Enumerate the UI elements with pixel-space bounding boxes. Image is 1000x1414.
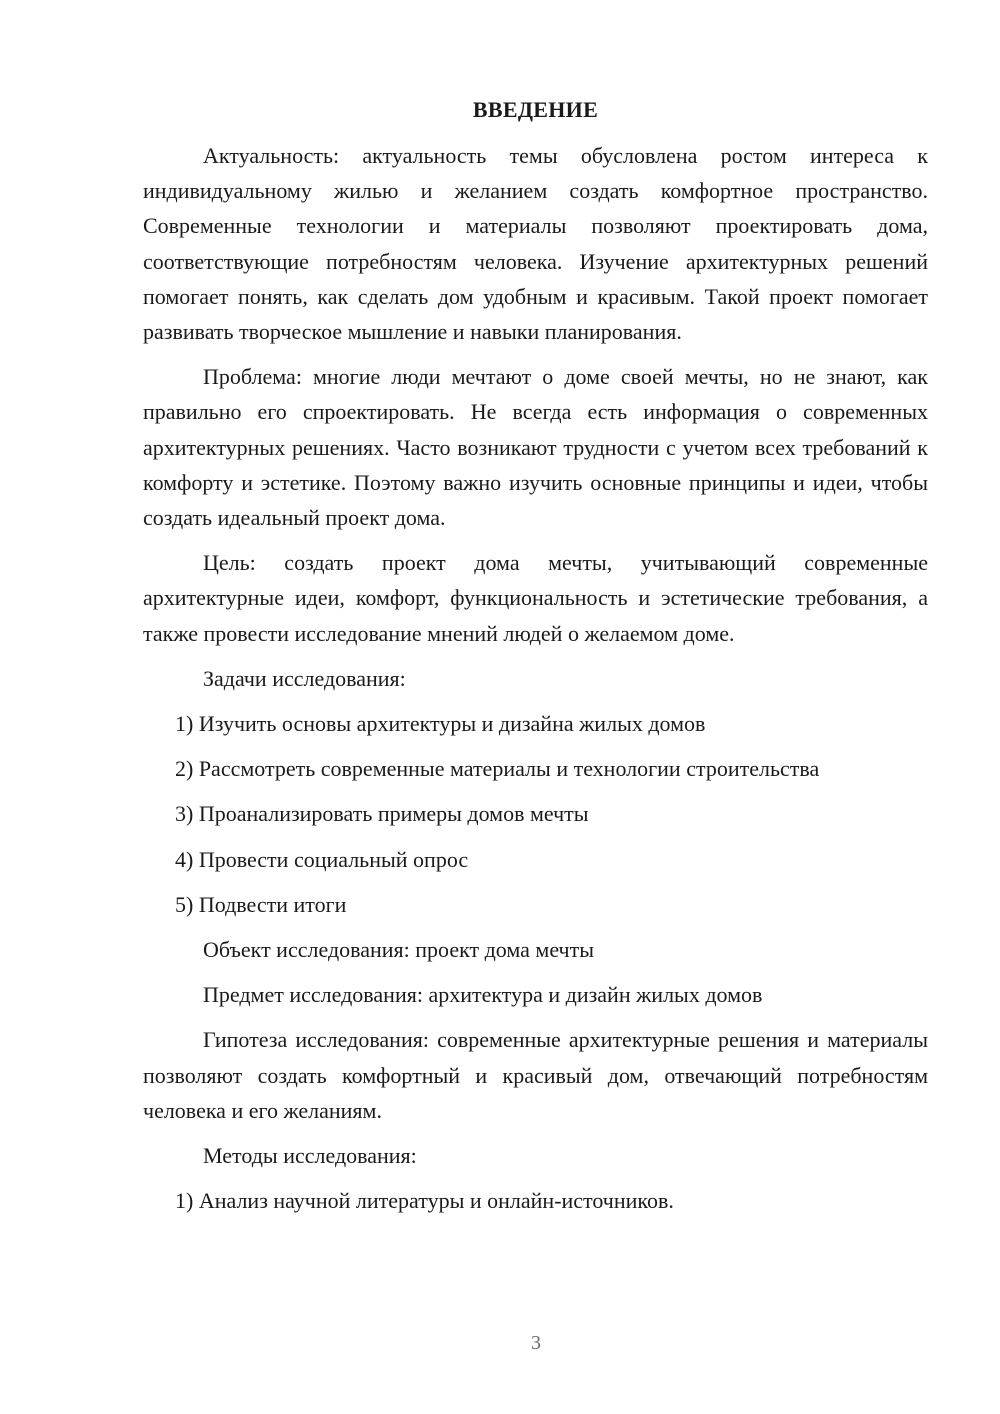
research-object: Объект исследования: проект дома мечты (203, 937, 595, 963)
task-item: 2) Рассмотреть современные материалы и технологии строительства (175, 756, 820, 782)
task-item: 3) Проанализировать примеры домов мечты (175, 801, 589, 827)
section-title: ВВЕДЕНИЕ (472, 97, 599, 122)
research-subject: Предмет исследования: архитектура и дизайн жилых домов (203, 982, 763, 1008)
document-page (143, 92, 928, 1228)
task-item: 1) Изучить основы архитектуры и дизайна жилых домов (175, 711, 706, 737)
relevance-paragraph: Актуальность: актуальность темы обусловлена ростом интереса к индивидуальному жилью и желанием создать комфортное пространство. Современные технологии и материалы позволяют проектировать дома, соответствующие потребностям человека. Изучение архитектурных решений помогает понять, как сделать дом удобным и красивым. Такой проект помогает развивать творческое мышление и навыки планирования. (143, 143, 928, 345)
methods-heading: Методы исследования: (203, 1143, 417, 1169)
problem-paragraph: Проблема: многие люди мечтают о доме своей мечты, но не знают, как правильно его спроектировать. Не всегда есть информация о современных архитектурных решениях. Часто возникают трудности с учетом всех требований к комфорту и эстетике. Поэтому важно изучить основные принципы и идеи, чтобы создать идеальный проект дома. (143, 364, 928, 531)
hypothesis-paragraph: Гипотеза исследования: современные архитектурные решения и материалы позволяют создать комфортный и красивый дом, отвечающий потребностям человека и его желаниям. (143, 1027, 928, 1123)
page-number: 3 (531, 1332, 541, 1354)
goal-paragraph: Цель: создать проект дома мечты, учитывающий современные архитектурные идеи, комфорт, функциональность и эстетические требования, а также провести исследование мнений людей о желаемом доме. (143, 550, 928, 646)
method-item: 1) Анализ научной литературы и онлайн-источников. (175, 1188, 674, 1214)
task-item: 5) Подвести итоги (175, 891, 347, 917)
task-item: 4) Провести социальный опрос (175, 846, 469, 872)
tasks-heading: Задачи исследования: (203, 665, 406, 691)
